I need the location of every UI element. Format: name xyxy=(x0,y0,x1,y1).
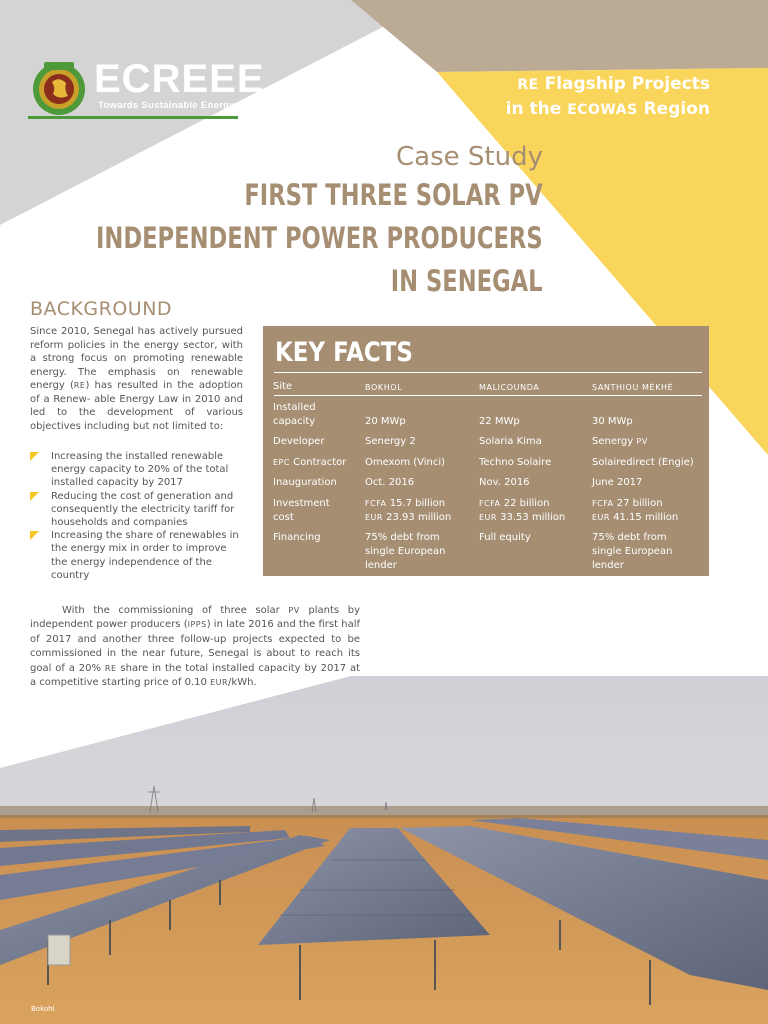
conclusion-part-d: share in the total installed capacity by 2017 at a competitive starting price of 0.10 xyxy=(30,662,360,689)
label-line: capacity xyxy=(273,415,316,427)
title-line-3: IN SENEGAL xyxy=(391,264,543,298)
series-ecowas: ECOWAS xyxy=(567,102,638,118)
conclusion-pv: PV xyxy=(288,606,300,615)
epc-santhiou: Solairedirect (Engie) xyxy=(592,457,694,468)
epc-bokhol: Omexom (Vinci) xyxy=(365,457,446,468)
financing-line: Full equity xyxy=(479,532,531,543)
column-header-malicounda: MALICOUNDA xyxy=(479,383,540,392)
logo-tagline: Towards Sustainable Energy xyxy=(98,100,235,111)
capacity-bokhol: 20 MWp xyxy=(365,416,406,427)
developer-name: Senergy xyxy=(592,436,637,447)
series-line1: Flagship Projects xyxy=(538,74,710,94)
developer-pv: PV xyxy=(636,437,648,446)
column-header-site: Site xyxy=(273,381,293,392)
financing-line: lender xyxy=(365,559,397,571)
currency-fcfa: FCFA xyxy=(365,499,387,508)
conclusion-re: RE xyxy=(104,663,117,673)
background-heading: BACKGROUND xyxy=(30,298,173,320)
conclusion-ipps: IPPS xyxy=(187,620,207,630)
amount: 41.15 million xyxy=(609,511,679,523)
case-study-kicker: Case Study xyxy=(396,142,543,172)
currency-eur: EUR xyxy=(479,512,497,522)
currency-eur: EUR xyxy=(592,512,610,522)
epc-label: Contractor xyxy=(289,457,347,468)
conclusion-part-b: plants by independent power producers ( xyxy=(30,605,360,631)
column-header-santhiou: SANTHIOU MÉKHÉ xyxy=(592,383,674,392)
row-label-developer: Developer xyxy=(273,436,325,447)
bullet-text: Reducing the cost of generation and consequently the electricity tariff for households and companies xyxy=(51,490,235,529)
intro-part-2: ) has resulted in the adoption of a Renew- able Energy Law in 2010 and led to the development of various objectives including but not limited to: xyxy=(30,380,243,432)
intro-part-1: Since 2010, Senegal has actively pursued reform policies in the energy sector, with a strong focus on promoting renewable energy. The emphasis on renewable energy ( xyxy=(30,326,243,391)
developer-bokhol: Senergy 2 xyxy=(365,436,416,447)
intro-re: RE xyxy=(73,381,86,390)
currency-fcfa: FCFA xyxy=(592,499,614,508)
financing-line: 75% debt from xyxy=(592,532,667,543)
title-line-2: INDEPENDENT POWER PRODUCERS xyxy=(96,221,543,255)
capacity-malicounda: 22 MWp xyxy=(479,416,520,427)
inauguration-malicounda: Nov. 2016 xyxy=(479,477,530,488)
developer-malicounda: Solaria Kima xyxy=(479,436,542,447)
series-line2-rest: Region xyxy=(637,99,710,119)
epc-abbrev: EPC xyxy=(273,458,290,467)
label-line: Installed xyxy=(273,402,316,413)
series-re: RE xyxy=(517,77,539,93)
key-facts-title: KEY FACTS xyxy=(275,337,413,368)
row-label-inauguration: Inauguration xyxy=(273,477,337,488)
financing-line: single European xyxy=(592,545,673,557)
label-line: Investment xyxy=(273,498,330,509)
column-header-bokhol: BOKHOL xyxy=(365,383,403,392)
epc-malicounda: Techno Solaire xyxy=(479,457,552,468)
capacity-santhiou: 30 MWp xyxy=(592,416,633,427)
currency-fcfa: FCFA xyxy=(479,499,501,508)
conclusion-part-e: /kWh. xyxy=(228,677,257,689)
financing-line: single European xyxy=(365,545,446,557)
photo-caption: Bokohl xyxy=(31,1005,55,1013)
logo-brand-name: ECREEE xyxy=(94,57,265,101)
series-line2-prefix: in the xyxy=(505,99,568,119)
inauguration-bokhol: Oct. 2016 xyxy=(365,477,415,488)
amount: 22 billion xyxy=(500,498,550,509)
currency-eur: EUR xyxy=(365,512,383,522)
conclusion-part-a: With the commissioning of three solar xyxy=(62,605,289,616)
bullet-text: Increasing the installed renewable energy capacity to 20% of the total installed capacity by 2017 xyxy=(51,451,229,489)
conclusion-part-c: ) in late 2016 and the first half of 2017 and another three follow-up projects expected to be commissioned in the near future, Senegal is about to reach its goal of a 20% xyxy=(30,619,360,674)
financing-line: lender xyxy=(592,559,624,571)
bullet-text: Increasing the share of renewables in the energy mix in order to improve the energy independence of the country xyxy=(51,530,239,581)
conclusion-eur: EUR xyxy=(210,678,229,688)
title-line-1: FIRST THREE SOLAR PV xyxy=(244,178,543,212)
row-label-financing: Financing xyxy=(273,532,321,543)
amount: 15.7 billion xyxy=(386,498,446,509)
amount: 33.53 million xyxy=(496,511,566,523)
label-line: cost xyxy=(273,511,294,523)
amount: 27 billion xyxy=(613,498,663,509)
inauguration-santhiou: June 2017 xyxy=(592,477,643,488)
amount: 23.93 million xyxy=(382,511,452,523)
financing-line: 75% debt from xyxy=(365,532,440,543)
